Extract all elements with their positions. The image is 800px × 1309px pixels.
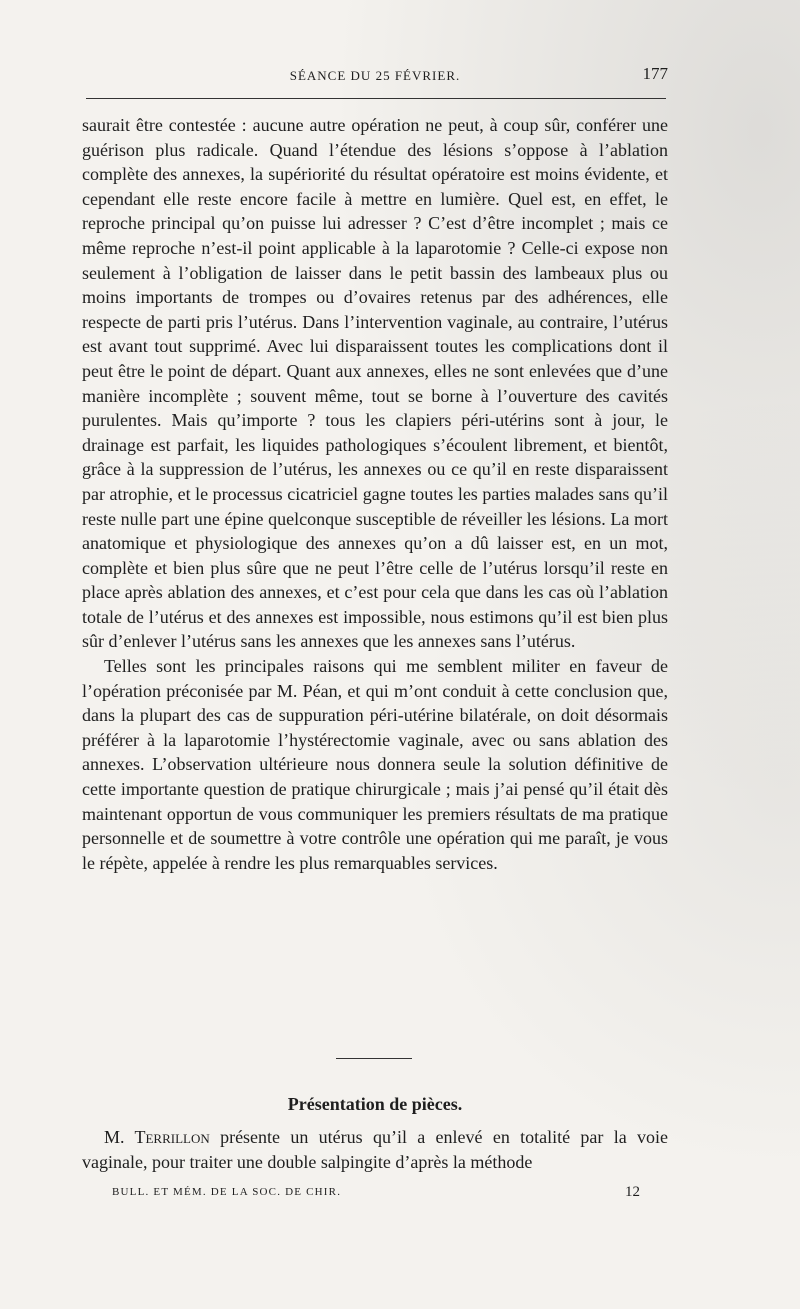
page-number: 177: [642, 64, 668, 83]
header-rule: [86, 98, 666, 99]
running-head: [82, 64, 668, 86]
body-text: [82, 113, 668, 875]
paragraph-1: saurait être contestée : aucune autre opération ne peut, à coup sûr, conférer une guérison plus radicale. Quand l’étendue des lésions s’oppose à l’ablation complète des annexes, la supériorité du résultat opératoire est moins évidente, et cependant elle reste encore facile à mettre en lumière. Quel est, en effet, le reproche principal qu’on puisse lui adresser ? C’est d’être incomplet ; mais ce même reproche n’est-il point applicable à la laparotomie ? Celle-ci expose non seulement à l’obligation de laisser dans le petit bassin des lambeaux plus ou moins importants de trompes ou d’ovaires retenus par des adhérences, elle respecte de parti pris l’utérus. Dans l’intervention vaginale, au contraire, l’utérus est avant tout supprimé. Avec lui disparaissent toutes les complications dont il peut être le point de départ. Quant aux annexes, elles ne sont enlevées que d’une manière incomplète ; souvent même, tout se borne à l’ouverture des cavités purulentes. Mais qu’importe ? tous les clapiers péri-utérins sont à jour, le drainage est parfait, les liquides pathologiques s’écoulent librement, et bientôt, grâce à la suppression de l’utérus, les annexes ou ce qu’il en reste disparaissent par atrophie, et le processus cicatriciel gagne toutes les parties malades sans qu’il reste nulle part une épine quelconque susceptible de réveiller les lésions. La mort anatomique et physiologique des annexes qu’on a dû laisser est, en un mot, complète et bien plus sûre que ne peut l’être celle de l’utérus lorsqu’il reste en place après ablation des annexes, et c’est pour cela que dans les cas où l’ablation totale de l’utérus et des annexes est impossible, nous estimons qu’il est bien plus sûr d’enlever l’utérus sans les annexes que les annexes sans l’utérus.: [82, 115, 668, 652]
section-separator: [336, 1058, 412, 1059]
section-body: présente un utérus qu’il a enlevé en totalité par la voie vaginale, pour traiter une double salpingite d’après la méthode: [82, 1127, 668, 1172]
speaker-name: M. Terrillon: [104, 1127, 210, 1147]
signature-mark: BULL. ET MÉM. DE LA SOC. DE CHIR.: [112, 1186, 342, 1198]
section-paragraph-text: [82, 1125, 668, 1174]
section-paragraph: [82, 1125, 668, 1174]
signature-number: 12: [625, 1184, 640, 1200]
running-title: SÉANCE DU 25 FÉVRIER.: [289, 68, 461, 83]
paragraph-2: Telles sont les principales raisons qui me semblent militer en faveur de l’opération préconisée par M. Péan, et qui m’ont conduit à cette conclusion que, dans la plupart des cas de suppuration péri-utérine bilatérale, on doit désormais préférer à la laparotomie l’hystérectomie vaginale, avec ou sans ablation des annexes. L’observation ultérieure nous donnera seule la solution définitive de cette importante question de pratique chirurgicale ; mais j’ai pensé qu’il était dès maintenant opportun de vous communiquer les premiers résultats de ma pratique personnelle et de soumettre à votre contrôle une opération qui me paraît, je vous le répète, appelée à rendre les plus remarquables services.: [82, 656, 668, 873]
signature-footer: [112, 1184, 640, 1202]
section-heading: Présentation de pièces.: [287, 1094, 463, 1114]
